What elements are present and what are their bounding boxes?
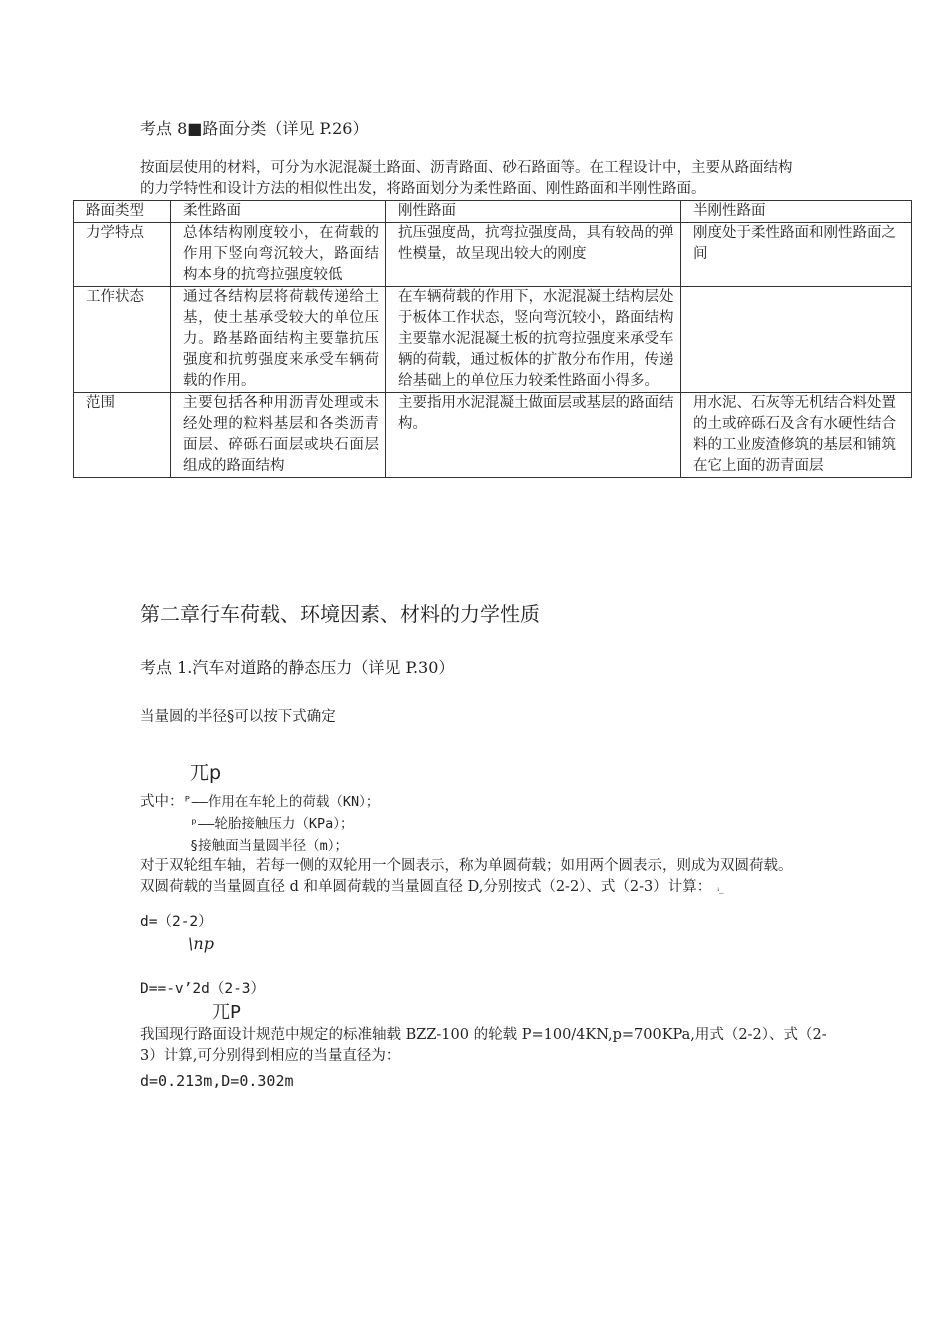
- table-header-row: [74, 201, 912, 223]
- formula-pi-p: 兀p: [190, 762, 222, 784]
- pavement-comparison-table: [73, 200, 912, 478]
- result-diameters: d=0.213m,D=0.302m: [140, 1072, 294, 1090]
- header-cell-flexible: 柔性路面: [171, 201, 386, 223]
- header-cell-semi-rigid: 半刚性路面: [681, 201, 912, 223]
- cell-flexible: 主要包括各种用沥青处理或未经处理的粒料基层和各类沥青面层、碎砾石面层或块石面层组成的路面结构: [171, 393, 386, 478]
- where-prefix: 式中：: [140, 794, 184, 810]
- radius-intro-text: 当量圆的半径§可以按下式确定: [140, 709, 336, 725]
- row-label: 范围: [74, 393, 171, 478]
- row-label: 力学特点: [74, 223, 171, 287]
- equation-D-denominator: 兀P: [212, 1002, 241, 1023]
- intro-line-1: 按面层使用的材料，可分为水泥混凝土路面、沥青路面、砂石路面等。在工程设计中，主要从路面结构: [140, 160, 793, 176]
- definition-P: [140, 790, 379, 811]
- cell-rigid: 在车辆荷载的作用下，水泥混凝土结构层处于板体工作状态，竖向弯沉较小，路面结构主要靠水泥混凝土板的抗弯拉强度来承受车辆的荷载，通过板体的扩散分布作用，传递给基础上的单位压力较柔性路面小得多。: [386, 287, 681, 393]
- std-line-1: 我国现行路面设计规范中规定的标准轴载 BZZ-100 的轮载 P=100/4KN,p=700KPa,用式（2-2）、式（2-: [140, 1027, 827, 1043]
- cell-rigid: 主要指用水泥混凝土做面层或基层的路面结构。: [386, 393, 681, 478]
- cell-semi-rigid: 刚度处于柔性路面和刚性路面之间: [681, 223, 912, 287]
- intro-line-2: 的力学特性和设计方法的相似性出发，将路面划分为柔性路面、刚性路面和半刚性路面。: [140, 181, 706, 197]
- std-line-2: 3）计算,可分别得到相应的当量直径为：: [140, 1048, 401, 1064]
- table-row: [74, 287, 912, 393]
- equation-D: D==-v’2d（2-3）: [140, 981, 266, 997]
- equation-d-denominator: \np: [188, 934, 214, 953]
- cell-semi-rigid: [681, 287, 912, 393]
- cell-flexible: 总体结构刚度较小，在荷载的作用下竖向弯沉较大，路面结构本身的抗弯拉强度较低: [171, 223, 386, 287]
- chapter-title: 第二章行车荷载、环境因素、材料的力学性质: [140, 602, 540, 626]
- cell-semi-rigid: 用水泥、石灰等无机结合料处置的土或碎砾石及含有水硬性结合料的工业废渣修筑的基层和铺筑在它上面的沥青面层: [681, 393, 912, 478]
- cell-rigid: 抗压强度咼，抗弯拉强度咼，具有较咼的弹性模量，故呈现出较大的刚度: [386, 223, 681, 287]
- header-cell-type: 路面类型: [74, 201, 171, 223]
- intro-paragraph: [140, 158, 793, 200]
- section-heading-pavement-classification: 考点 8■路面分类（详见 P.26）: [140, 119, 369, 138]
- stray-mark: ᵢ_: [717, 884, 724, 894]
- section-heading-static-pressure: 考点 1.汽车对道路的静态压力（详见 P.30）: [140, 658, 455, 677]
- text-line-2: 双圆荷载的当量圆直径 d 和单圆荷载的当量圆直径 D,分别按式（2-2）、式（2-3）计算： ᵢ_: [140, 879, 724, 895]
- cell-flexible: 通过各结构层将荷载传递给土基，使土基承受较大的单位压力。路基路面结构主要靠抗压强度和抗剪强度来承受车辆荷载的作用。: [171, 287, 386, 393]
- standard-axle-paragraph: [140, 1025, 827, 1067]
- double-wheel-paragraph: [140, 856, 793, 900]
- equation-d: d=（2-2）: [140, 914, 213, 930]
- header-cell-rigid: 刚性路面: [386, 201, 681, 223]
- def-load: ᴾ——作用在车轮上的荷载（KN）；: [183, 794, 380, 810]
- row-label: 工作状态: [74, 287, 171, 393]
- definition-radius: §接触面当量圆半径（m）；: [190, 838, 349, 854]
- table-row: [74, 393, 912, 478]
- text-line-1: 对于双轮组车轴，若每一侧的双轮用一个圆表示，称为单圆荷载；如用两个圆表示，则成为双圆荷载。: [140, 858, 793, 874]
- table-row: [74, 223, 912, 287]
- definition-p: ᵖ——轮胎接触压力（KPa）；: [190, 816, 354, 832]
